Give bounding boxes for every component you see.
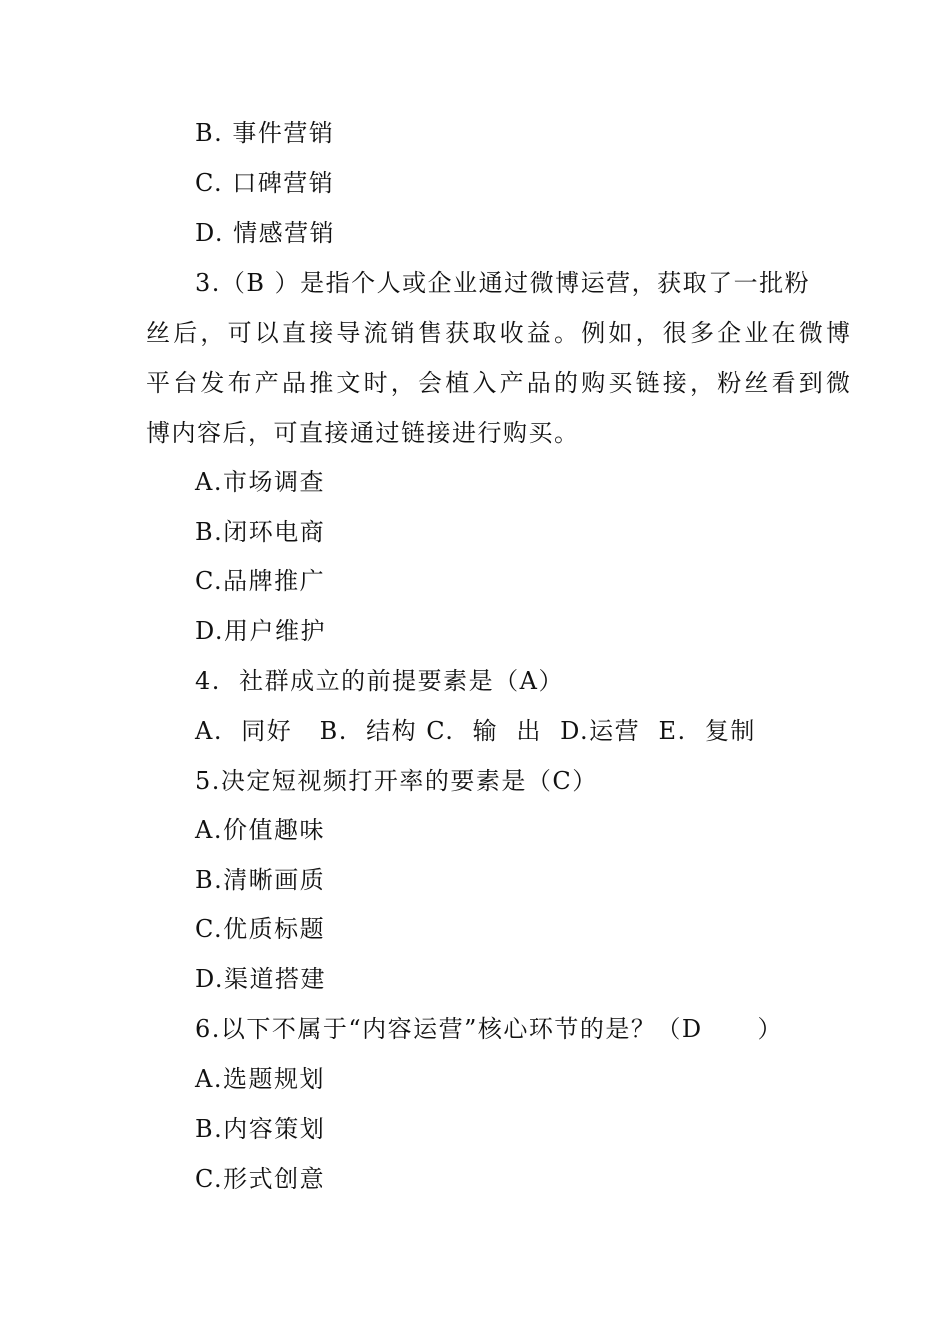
- q6-option-b: B.内容策划: [195, 1115, 326, 1143]
- question-3-line-2: 丝后，可以直接导流销售获取收益。例如，很多企业在微博: [146, 319, 854, 347]
- question-6: 6.以下不属于“内容运营”核心环节的是？（D ）: [195, 1015, 783, 1043]
- option-b-event-marketing: B. 事件营销: [195, 119, 335, 147]
- q3-option-a: A.市场调查: [195, 468, 325, 496]
- q6-option-a: A.选题规划: [195, 1065, 325, 1093]
- question-5: 5.决定短视频打开率的要素是（C）: [195, 767, 598, 795]
- question-3-line-1: 3.（B ）是指个人或企业通过微博运营，获取了一批粉: [195, 269, 811, 297]
- question-4: 4. 社群成立的前提要素是（A）: [195, 667, 564, 695]
- q6-option-c: C.形式创意: [195, 1165, 326, 1193]
- q3-option-d: D.用户维护: [195, 617, 327, 645]
- q5-option-d: D.渠道搭建: [195, 965, 327, 993]
- option-c-word-of-mouth: C. 口碑营销: [195, 169, 335, 197]
- q3-option-b: B.闭环电商: [195, 518, 326, 546]
- question-3-line-4: 博内容后，可直接通过链接进行购买。: [146, 419, 580, 447]
- q5-option-b: B.清晰画质: [195, 866, 326, 894]
- option-d-emotional-marketing: D. 情感营销: [195, 219, 336, 247]
- q3-option-c: C.品牌推广: [195, 567, 326, 595]
- q4-options: A. 同好 B. 结构 C. 输 出 D.运营 E. 复制: [195, 717, 756, 745]
- q5-option-a: A.价值趣味: [195, 816, 325, 844]
- q5-option-c: C.优质标题: [195, 915, 326, 943]
- question-3-line-3: 平台发布产品推文时，会植入产品的购买链接，粉丝看到微: [146, 369, 854, 397]
